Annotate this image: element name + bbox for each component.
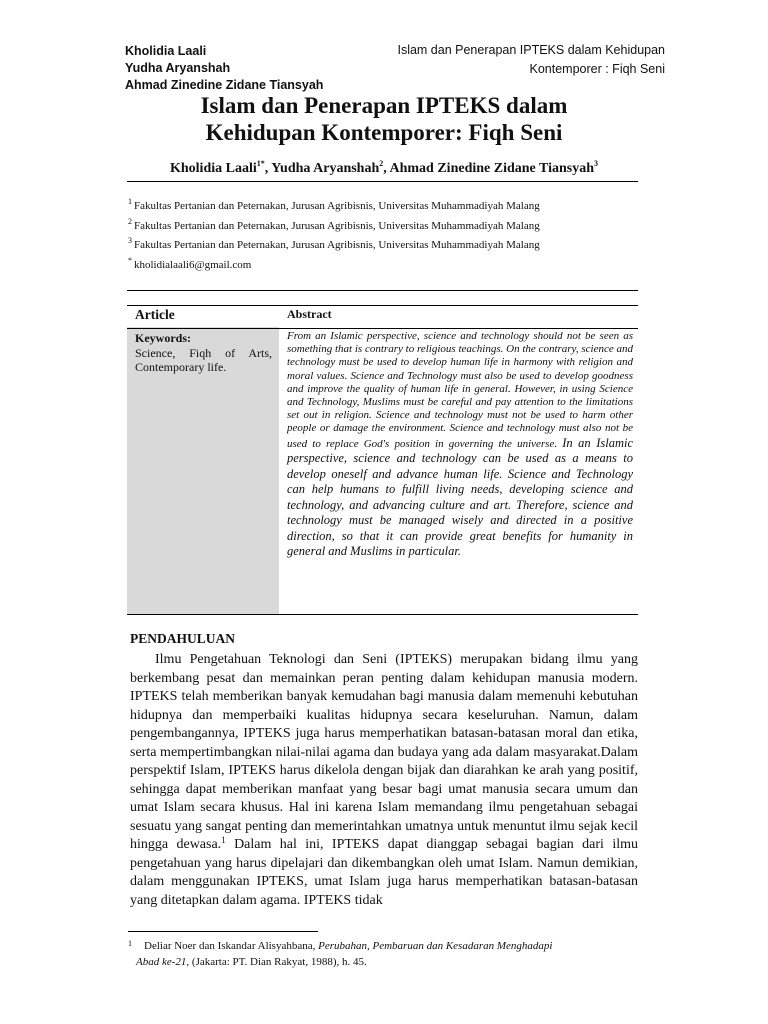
footnote-author: Deliar Noer dan Iskandar Alisyahbana, [144,940,319,952]
footnote-book-title: Abad ke-21 [136,956,187,968]
header-author: Yudha Aryanshah [125,61,231,75]
keywords-text [135,346,272,374]
affiliation-line [128,256,638,276]
abstract-bottom-rule [127,614,638,615]
article-label: Article [135,307,175,322]
byline-rule [127,181,638,182]
affiliation-mark: 2 [128,216,132,226]
abstract-top-rule [127,290,638,291]
footnote-rule [128,931,318,932]
body-paragraph [130,651,638,910]
affiliation-mark: 1 [128,197,132,206]
running-title-line: Kontemporer : Fiqh Seni [529,62,665,76]
affiliations [128,197,638,275]
author-mark: 1* [256,159,265,168]
affiliation-line [128,236,638,256]
footnote-book-title: Perubahan, Pembaruan dan Kesadaran Menghadapi [318,940,553,952]
author-mark: 3 [594,159,598,168]
footnote-line [128,936,638,954]
footnote-line [128,954,638,970]
affiliation-text: Fakultas Pertanian dan Peternakan, Jurusan Agribisnis, Universitas Muhammadiyah Malang [134,219,540,232]
abstract-part: From an Islamic perspective, science and technology should not be seen as something that is contrary to religious teachings. On the contrary, science and technology must be used to develop human life in harmony with religion and moral values. Science and Technology must also be used to develop goodness and improve the quality of human life in general. However, in using Science and Technology, Muslims must be careful and pay attention to the limitations set out in religion. Science and technology must not be used to harm other people or damage the environment. Science and technology must also not be used to replace God's position in governing the universe. [287,330,633,450]
footnote [128,936,638,970]
header-author: Ahmad Zinedine Zidane Tiansyah [125,78,324,92]
footnote-ref: 1 [221,835,226,845]
footnote-number: 1 [128,939,132,948]
abstract-label: Abstract [287,307,332,321]
abstract-text [287,330,633,560]
header-author: Kholidia Laali [125,44,207,58]
abstract-row-rule [127,328,638,329]
running-title-line: Islam dan Penerapan IPTEKS dalam Kehidupan [397,43,665,57]
author-byline [110,160,658,178]
keywords-panel [127,327,279,614]
paragraph-text: Dalam hal ini, IPTEKS dapat dianggap sebagai bagian dari ilmu pengetahuan yang harus dipelajari dan dikembangkan oleh umat Islam. Namun demikian, dalam menggunakan IPTEKS, umat Islam juga harus memperhatikan batasan-batasan yang ditetapkan dalam agama. IPTEKS tidak [130,837,638,908]
paper-title [110,92,658,146]
affiliation-text: Fakultas Pertanian dan Peternakan, Jurusan Agribisnis, Universitas Muhammadiyah Malang [134,239,540,251]
author-name: , Yudha Aryanshah [264,161,380,176]
abstract-block [127,305,638,614]
title-line-1: Islam dan Penerapan IPTEKS dalam [200,93,568,118]
keywords-label: Keywords: [135,331,191,345]
affiliation-mark: 3 [128,236,132,245]
paragraph-text: Ilmu Pengetahuan Teknologi dan Seni (IPTEKS) merupakan bidang ilmu yang berkembang pesat dan memainkan peran penting dalam kehidupan manusia modern. IPTEKS telah memberikan banyak kemudahan bagi manusia dalam memenuhi kebutuhan hidupnya dan memperbaiki kualitas hidupnya secara keseluruhan. Namun, dalam pengembangannya, IPTEKS juga harus memperhatikan batasan-batasan moral dan etika, serta mempertimbangkan nilai-nilai agama dan budaya yang ada dalam masyarakat.Dalam perspektif Islam, IPTEKS harus dikelola dengan bijak dan diarahkan ke arah yang positif, sehingga dapat memberikan manfaat yang besar bagi umat manusia secara umum dan umat Islam secara khusus. Hal ini karena Islam memandang ilmu pengetahuan sebagai sesuatu yang sangat penting dan memerintahkan umatnya untuk menuntut ilmu sejak kecil hingga dewasa. [130,652,638,852]
affiliation-text: Fakultas Pertanian dan Peternakan, Jurusan Agribisnis, Universitas Muhammadiyah Malang [134,200,540,212]
author-name: , Ahmad Zinedine Zidane Tiansyah [383,161,594,176]
section-heading: PENDAHULUAN [130,631,236,646]
keywords-line: Contemporary life. [135,360,227,374]
author-mark: 2 [379,159,384,168]
header-authors [125,43,323,94]
keywords-line: Science, Fiqh of Arts, [135,346,272,360]
affiliation-mark: * [128,255,132,265]
affiliation-line [128,217,638,237]
running-title [397,41,665,79]
email-text: kholidialaali6@gmail.com [134,258,252,271]
title-line-2: Kehidupan Kontemporer: Fiqh Seni [205,120,563,145]
affiliation-line [128,197,638,217]
author-name: Kholidia Laali [169,161,257,176]
abstract-part: In an Islamic perspective, science and technology can be used as a means to develop oneself and advance human life. Science and Technology can help humans to fulfill living needs, developing science and technology, and advancing culture and art. Therefore, science and technology must be managed wisely and directed in a positive direction, so that it can provide great benefits for humanity in general and Muslims in particular. [287,435,634,559]
footnote-publisher: , (Jakarta: PT. Dian Rakyat, 1988), h. 45. [186,956,367,968]
